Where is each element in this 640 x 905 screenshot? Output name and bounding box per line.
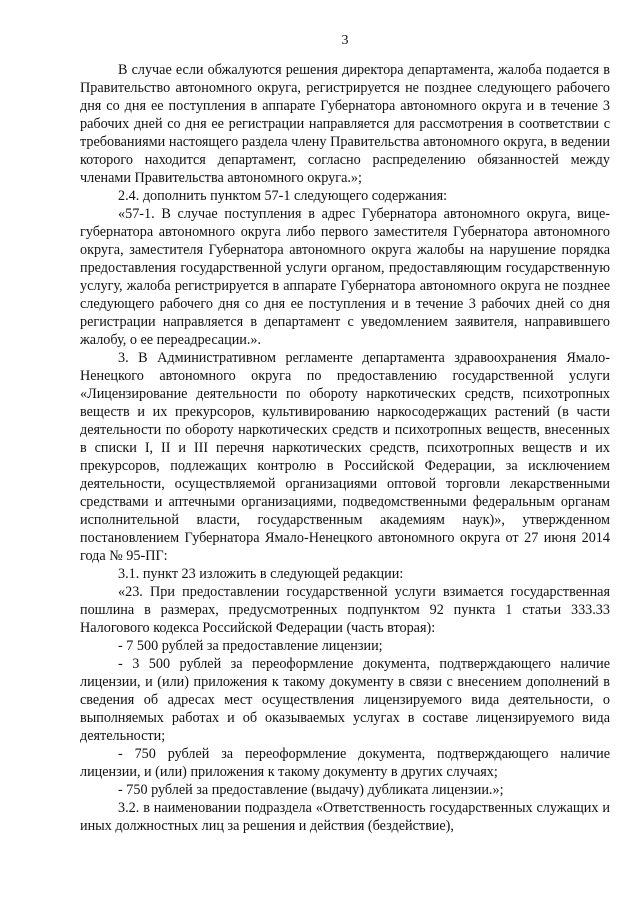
- paragraph-item-23: «23. При предоставлении государственной услуги взимается государственная пошлина в размерах, предусмотренных подпунктом 92 пункта 1 статьи 333.33 Налогового кодекса Российской Федерации (часть вторая):: [80, 584, 610, 636]
- list-item-fee-license: - 7 500 рублей за предоставление лицензии;: [118, 638, 383, 654]
- list-item-fee-reissue-additions: - 3 500 рублей за переоформление документа, подтверждающего наличие лицензии, и (или) приложения к такому документу в связи с внесением дополнений в сведения об адресах мест осуществления лицензируемого вида деятельности, о выполняемых работах и об оказываемых услугах в составе лицензируемого вида деятельности;: [80, 656, 610, 744]
- paragraph-item-3: 3. В Административном регламенте департамента здравоохранения Ямало-Ненецкого автономного округа по предоставлению государственной услуги «Лицензирование деятельности по обороту наркотических средств, психотропных веществ и их прекурсоров, культивированию наркосодержащих растений (в части деятельности по обороту наркотических средств и психотропных веществ, внесенных в списки I, II и III перечня наркотических средств, психотропных веществ и их прекурсоров, подлежащих контролю в Российской Федерации, за исключением деятельности, осуществляемой организациями оптовой торговли лекарственными средствами и аптечными организациями, подведомственными федеральным органам исполнительной власти, государственным академиям наук)», утвержденном постановлением Губернатора Ямало-Ненецкого автономного округа от 27 июня 2014 года № 95-ПГ:: [80, 350, 610, 564]
- document-body: [80, 61, 610, 835]
- page-number: 3: [341, 33, 349, 48]
- document-page: [80, 0, 610, 905]
- paragraph-item-2-4: 2.4. дополнить пунктом 57-1 следующего содержания:: [118, 188, 448, 204]
- list-item-fee-duplicate: - 750 рублей за предоставление (выдачу) дубликата лицензии.»;: [118, 782, 504, 798]
- paragraph-item-3-2: 3.2. в наименовании подраздела «Ответственность государственных служащих и иных должностных лиц за решения и действия (бездействие),: [80, 800, 610, 834]
- paragraph-complaint-director: В случае если обжалуются решения директора департамента, жалоба подается в Правительство автономного округа, регистрируется не позднее следующего рабочего дня со дня ее поступления в аппарате Губернатора автономного округа и в течение 3 рабочих дней со дня ее регистрации направляется для рассмотрения в соответствии с требованиями настоящего раздела члену Правительства автономного округа, в ведении которого находится департамент, согласно распределению обязанностей между членами Правительства автономного округа.»;: [80, 62, 610, 186]
- list-item-fee-reissue-other: - 750 рублей за переоформление документа, подтверждающего наличие лицензии, и (или) приложения к такому документу в других случаях;: [80, 746, 610, 780]
- paragraph-item-3-1: 3.1. пункт 23 изложить в следующей редакции:: [118, 566, 404, 582]
- paragraph-item-57-1: «57-1. В случае поступления в адрес Губернатора автономного округа, вице-губернатора автономного округа либо первого заместителя Губернатора автономного округа, заместителя Губернатора автономного округа жалобы на нарушение порядка предоставления государственной услуги органом, предоставляющим государственную услугу, жалоба регистрируется в аппарате Губернатора автономного округа не позднее следующего рабочего дня со дня ее поступления и в течение 3 рабочих дней со дня регистрации направляется в департамент с уведомлением заявителя, направившего жалобу, о ее переадресации.».: [80, 206, 610, 348]
